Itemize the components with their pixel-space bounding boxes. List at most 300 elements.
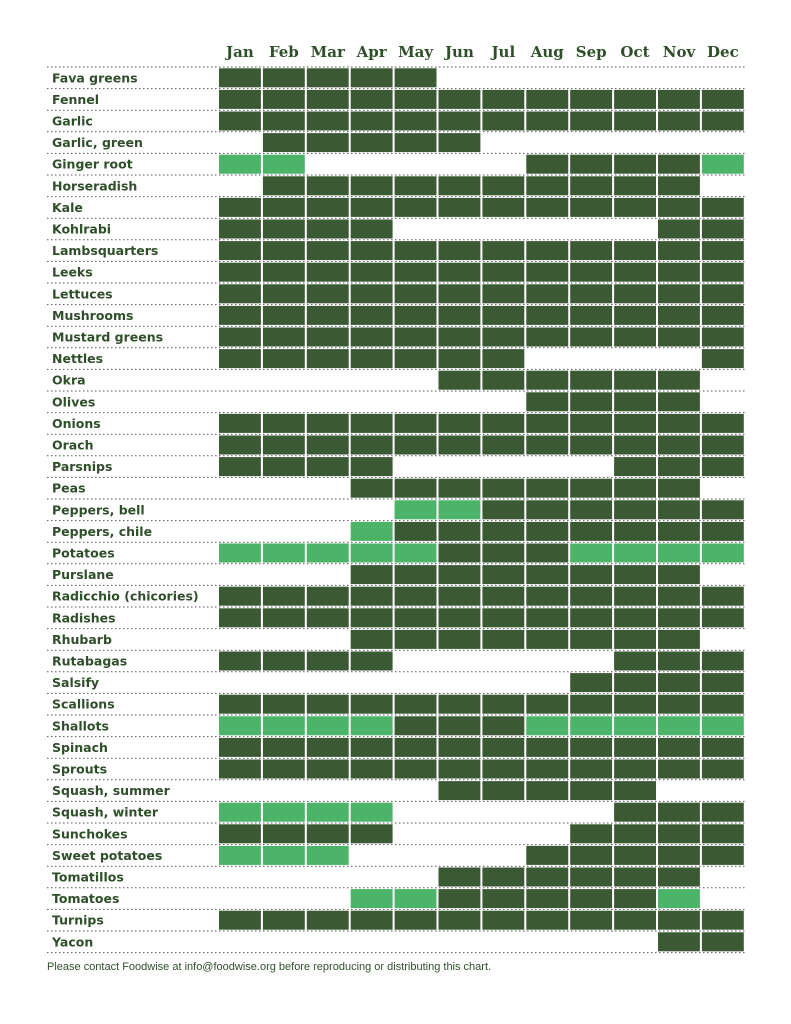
cell-sep xyxy=(570,479,612,498)
cell-jan xyxy=(219,284,261,303)
cell-may xyxy=(395,695,437,714)
cell-jul xyxy=(482,630,524,649)
cell-jul xyxy=(482,371,524,390)
cell-feb xyxy=(263,695,305,714)
cell-jan xyxy=(219,68,261,87)
cell-feb xyxy=(263,328,305,347)
cell-jul xyxy=(482,328,524,347)
cell-sep xyxy=(570,868,612,887)
cell-oct xyxy=(614,868,656,887)
crop-label: Tomatoes xyxy=(52,891,120,907)
crop-label: Kale xyxy=(52,199,83,215)
crop-label: Horseradish xyxy=(52,178,138,194)
cell-apr xyxy=(351,133,393,152)
cell-mar xyxy=(307,306,349,325)
cell-dec xyxy=(702,284,744,303)
cell-aug xyxy=(526,112,568,131)
cell-feb xyxy=(263,457,305,476)
cell-sep xyxy=(570,522,612,541)
cell-jun xyxy=(439,868,481,887)
cell-aug xyxy=(526,544,568,563)
cell-may xyxy=(395,241,437,260)
crop-label: Fennel xyxy=(52,91,100,107)
cell-dec xyxy=(702,652,744,671)
cell-mar xyxy=(307,608,349,627)
cell-nov xyxy=(658,760,700,779)
cell-aug xyxy=(526,176,568,195)
cell-may xyxy=(395,565,437,584)
month-label-aug: Aug xyxy=(530,43,564,61)
cell-jun xyxy=(439,198,481,217)
cell-dec xyxy=(702,911,744,930)
cell-mar xyxy=(307,911,349,930)
cell-oct xyxy=(614,587,656,606)
cell-feb xyxy=(263,133,305,152)
cell-aug xyxy=(526,846,568,865)
cell-oct xyxy=(614,241,656,260)
cell-nov xyxy=(658,500,700,519)
cell-jan xyxy=(219,328,261,347)
cell-may xyxy=(395,889,437,908)
cell-nov xyxy=(658,587,700,606)
crop-label: Rhubarb xyxy=(52,631,112,647)
cell-jun xyxy=(439,176,481,195)
cell-jul xyxy=(482,889,524,908)
cell-apr xyxy=(351,695,393,714)
crop-label: Shallots xyxy=(52,718,109,734)
cell-apr xyxy=(351,608,393,627)
cell-mar xyxy=(307,133,349,152)
crop-label: Okra xyxy=(52,372,86,388)
cell-oct xyxy=(614,760,656,779)
cell-apr xyxy=(351,328,393,347)
cell-may xyxy=(395,544,437,563)
cell-mar xyxy=(307,760,349,779)
cell-mar xyxy=(307,544,349,563)
cell-mar xyxy=(307,112,349,131)
cell-jul xyxy=(482,911,524,930)
cell-sep xyxy=(570,284,612,303)
cell-jul xyxy=(482,522,524,541)
cell-oct xyxy=(614,436,656,455)
cell-oct xyxy=(614,544,656,563)
cell-dec xyxy=(702,500,744,519)
cell-dec xyxy=(702,457,744,476)
cell-mar xyxy=(307,846,349,865)
cell-apr xyxy=(351,652,393,671)
cell-jun xyxy=(439,738,481,757)
cell-sep xyxy=(570,544,612,563)
cell-mar xyxy=(307,824,349,843)
crop-label: Lambsquarters xyxy=(52,243,159,259)
cell-feb xyxy=(263,587,305,606)
cell-jun xyxy=(439,436,481,455)
cell-sep xyxy=(570,911,612,930)
cell-sep xyxy=(570,565,612,584)
crop-label: Rutabagas xyxy=(52,653,128,669)
crop-label: Potatoes xyxy=(52,545,115,561)
month-label-may: May xyxy=(398,43,434,61)
cell-jul xyxy=(482,176,524,195)
cell-sep xyxy=(570,90,612,109)
cell-dec xyxy=(702,241,744,260)
cell-dec xyxy=(702,587,744,606)
cell-jun xyxy=(439,630,481,649)
cell-mar xyxy=(307,263,349,282)
cell-nov xyxy=(658,824,700,843)
cell-nov xyxy=(658,112,700,131)
cell-jul xyxy=(482,544,524,563)
cell-jun xyxy=(439,133,481,152)
crop-label: Orach xyxy=(52,437,94,453)
cell-dec xyxy=(702,198,744,217)
cell-sep xyxy=(570,155,612,174)
cell-sep xyxy=(570,630,612,649)
crop-label: Garlic xyxy=(52,113,93,129)
cell-feb xyxy=(263,263,305,282)
cell-jul xyxy=(482,90,524,109)
cell-feb xyxy=(263,198,305,217)
cell-jul xyxy=(482,112,524,131)
cell-dec xyxy=(702,544,744,563)
cell-feb xyxy=(263,436,305,455)
cell-apr xyxy=(351,90,393,109)
cell-aug xyxy=(526,565,568,584)
cell-oct xyxy=(614,176,656,195)
cell-aug xyxy=(526,868,568,887)
cell-may xyxy=(395,68,437,87)
cell-jan xyxy=(219,824,261,843)
cell-aug xyxy=(526,436,568,455)
cell-apr xyxy=(351,479,393,498)
cell-nov xyxy=(658,155,700,174)
crop-label: Squash, winter xyxy=(52,804,159,820)
cell-apr xyxy=(351,306,393,325)
cell-may xyxy=(395,608,437,627)
cell-jun xyxy=(439,241,481,260)
crop-label: Garlic, green xyxy=(52,135,143,151)
crop-label: Yacon xyxy=(52,934,94,950)
cell-nov xyxy=(658,932,700,951)
cell-oct xyxy=(614,263,656,282)
cell-aug xyxy=(526,328,568,347)
cell-jun xyxy=(439,781,481,800)
cell-nov xyxy=(658,522,700,541)
cell-oct xyxy=(614,328,656,347)
cell-jul xyxy=(482,500,524,519)
cell-jun xyxy=(439,760,481,779)
cell-may xyxy=(395,112,437,131)
cell-oct xyxy=(614,522,656,541)
cell-jun xyxy=(439,414,481,433)
cell-nov xyxy=(658,673,700,692)
crop-label: Sprouts xyxy=(52,761,108,777)
cell-jul xyxy=(482,306,524,325)
cell-aug xyxy=(526,90,568,109)
cell-aug xyxy=(526,479,568,498)
crop-label: Nettles xyxy=(52,351,104,367)
cell-aug xyxy=(526,392,568,411)
cell-apr xyxy=(351,760,393,779)
month-label-jul: Jul xyxy=(491,43,516,61)
cell-nov xyxy=(658,198,700,217)
cell-may xyxy=(395,716,437,735)
cell-nov xyxy=(658,306,700,325)
crop-label: Sweet potatoes xyxy=(52,847,163,863)
crop-label: Turnips xyxy=(52,912,104,928)
cell-mar xyxy=(307,738,349,757)
crop-label: Salsify xyxy=(52,675,100,691)
crop-label: Lettuces xyxy=(52,286,113,302)
cell-may xyxy=(395,760,437,779)
cell-dec xyxy=(702,824,744,843)
cell-mar xyxy=(307,695,349,714)
cell-nov xyxy=(658,544,700,563)
cell-jun xyxy=(439,500,481,519)
cell-sep xyxy=(570,241,612,260)
cell-feb xyxy=(263,241,305,260)
cell-feb xyxy=(263,349,305,368)
cell-sep xyxy=(570,176,612,195)
cell-mar xyxy=(307,220,349,239)
cell-apr xyxy=(351,198,393,217)
cell-jul xyxy=(482,716,524,735)
cell-jun xyxy=(439,544,481,563)
cell-oct xyxy=(614,371,656,390)
cell-mar xyxy=(307,241,349,260)
cell-jan xyxy=(219,911,261,930)
cell-may xyxy=(395,284,437,303)
cell-jul xyxy=(482,587,524,606)
cell-apr xyxy=(351,241,393,260)
crop-label: Mustard greens xyxy=(52,329,164,345)
cell-apr xyxy=(351,284,393,303)
cell-jan xyxy=(219,198,261,217)
crop-label: Parsnips xyxy=(52,459,113,475)
month-label-jan: Jan xyxy=(226,43,254,61)
cell-sep xyxy=(570,436,612,455)
cell-nov xyxy=(658,803,700,822)
cell-jun xyxy=(439,716,481,735)
cell-aug xyxy=(526,306,568,325)
cell-sep xyxy=(570,328,612,347)
cell-jan xyxy=(219,414,261,433)
cell-may xyxy=(395,263,437,282)
cell-jan xyxy=(219,241,261,260)
cell-may xyxy=(395,414,437,433)
cell-dec xyxy=(702,112,744,131)
cell-feb xyxy=(263,803,305,822)
cell-jul xyxy=(482,868,524,887)
cell-apr xyxy=(351,112,393,131)
month-labels xyxy=(224,43,739,61)
cell-oct xyxy=(614,608,656,627)
cell-mar xyxy=(307,90,349,109)
crop-label: Peas xyxy=(52,480,86,496)
cell-feb xyxy=(263,716,305,735)
cell-oct xyxy=(614,155,656,174)
cell-mar xyxy=(307,803,349,822)
month-label-mar: Mar xyxy=(310,43,345,61)
cell-jun xyxy=(439,263,481,282)
cell-nov xyxy=(658,436,700,455)
cell-jan xyxy=(219,220,261,239)
cell-oct xyxy=(614,198,656,217)
cell-sep xyxy=(570,198,612,217)
cell-jul xyxy=(482,263,524,282)
cell-nov xyxy=(658,716,700,735)
cell-apr xyxy=(351,436,393,455)
cell-nov xyxy=(658,738,700,757)
cell-apr xyxy=(351,176,393,195)
cell-may xyxy=(395,198,437,217)
cell-mar xyxy=(307,176,349,195)
cell-jan xyxy=(219,608,261,627)
cell-may xyxy=(395,349,437,368)
cell-nov xyxy=(658,392,700,411)
cell-dec xyxy=(702,522,744,541)
cell-jan xyxy=(219,738,261,757)
cell-jul xyxy=(482,349,524,368)
cell-apr xyxy=(351,457,393,476)
crop-label: Fava greens xyxy=(52,70,138,86)
cell-feb xyxy=(263,652,305,671)
cell-jan xyxy=(219,846,261,865)
cell-sep xyxy=(570,889,612,908)
month-label-apr: Apr xyxy=(356,43,387,61)
cell-jul xyxy=(482,738,524,757)
cell-nov xyxy=(658,846,700,865)
crop-label: Spinach xyxy=(52,739,108,755)
cell-apr xyxy=(351,738,393,757)
cell-dec xyxy=(702,90,744,109)
cell-nov xyxy=(658,176,700,195)
cell-mar xyxy=(307,457,349,476)
cell-may xyxy=(395,630,437,649)
cell-may xyxy=(395,176,437,195)
month-label-jun: Jun xyxy=(444,43,474,61)
cell-oct xyxy=(614,500,656,519)
cell-feb xyxy=(263,760,305,779)
cell-jun xyxy=(439,889,481,908)
cell-mar xyxy=(307,198,349,217)
cell-mar xyxy=(307,652,349,671)
cell-mar xyxy=(307,68,349,87)
cell-jul xyxy=(482,414,524,433)
cell-sep xyxy=(570,781,612,800)
cell-nov xyxy=(658,479,700,498)
cell-aug xyxy=(526,608,568,627)
crop-label: Onions xyxy=(52,415,101,431)
heatmap-cells xyxy=(219,68,744,951)
cell-aug xyxy=(526,263,568,282)
cell-apr xyxy=(351,263,393,282)
cell-sep xyxy=(570,371,612,390)
cell-oct xyxy=(614,112,656,131)
cell-dec xyxy=(702,760,744,779)
cell-may xyxy=(395,90,437,109)
cell-apr xyxy=(351,522,393,541)
crop-label: Ginger root xyxy=(52,156,133,172)
cell-feb xyxy=(263,176,305,195)
cell-sep xyxy=(570,112,612,131)
cell-mar xyxy=(307,414,349,433)
cell-sep xyxy=(570,760,612,779)
cell-oct xyxy=(614,889,656,908)
crop-label: Tomatillos xyxy=(52,869,124,885)
cell-dec xyxy=(702,414,744,433)
cell-sep xyxy=(570,500,612,519)
crop-label: Mushrooms xyxy=(52,307,134,323)
crop-label: Squash, summer xyxy=(52,783,170,799)
cell-oct xyxy=(614,565,656,584)
cell-apr xyxy=(351,414,393,433)
cell-nov xyxy=(658,263,700,282)
cell-aug xyxy=(526,716,568,735)
cell-dec xyxy=(702,306,744,325)
cell-oct xyxy=(614,479,656,498)
cell-sep xyxy=(570,608,612,627)
month-label-nov: Nov xyxy=(662,43,696,61)
cell-oct xyxy=(614,803,656,822)
cell-jul xyxy=(482,284,524,303)
cell-jun xyxy=(439,522,481,541)
cell-oct xyxy=(614,284,656,303)
cell-feb xyxy=(263,738,305,757)
cell-jun xyxy=(439,284,481,303)
cell-aug xyxy=(526,738,568,757)
cell-jan xyxy=(219,652,261,671)
cell-oct xyxy=(614,630,656,649)
cell-sep xyxy=(570,846,612,865)
cell-apr xyxy=(351,803,393,822)
cell-feb xyxy=(263,608,305,627)
cell-aug xyxy=(526,155,568,174)
cell-nov xyxy=(658,652,700,671)
crop-label: Purslane xyxy=(52,567,114,583)
cell-oct xyxy=(614,306,656,325)
cell-may xyxy=(395,328,437,347)
cell-aug xyxy=(526,630,568,649)
cell-aug xyxy=(526,522,568,541)
cell-dec xyxy=(702,328,744,347)
crop-label: Leeks xyxy=(52,264,93,280)
cell-apr xyxy=(351,587,393,606)
cell-aug xyxy=(526,284,568,303)
cell-dec xyxy=(702,155,744,174)
cell-oct xyxy=(614,457,656,476)
cell-sep xyxy=(570,673,612,692)
cell-jul xyxy=(482,241,524,260)
cell-jul xyxy=(482,760,524,779)
cell-jan xyxy=(219,112,261,131)
cell-dec xyxy=(702,803,744,822)
cell-dec xyxy=(702,608,744,627)
cell-nov xyxy=(658,457,700,476)
cell-nov xyxy=(658,630,700,649)
cell-mar xyxy=(307,284,349,303)
cell-aug xyxy=(526,911,568,930)
cell-jan xyxy=(219,457,261,476)
cell-nov xyxy=(658,695,700,714)
cell-dec xyxy=(702,846,744,865)
cell-dec xyxy=(702,220,744,239)
cell-jul xyxy=(482,695,524,714)
cell-jan xyxy=(219,803,261,822)
cell-aug xyxy=(526,414,568,433)
cell-dec xyxy=(702,695,744,714)
cell-apr xyxy=(351,349,393,368)
